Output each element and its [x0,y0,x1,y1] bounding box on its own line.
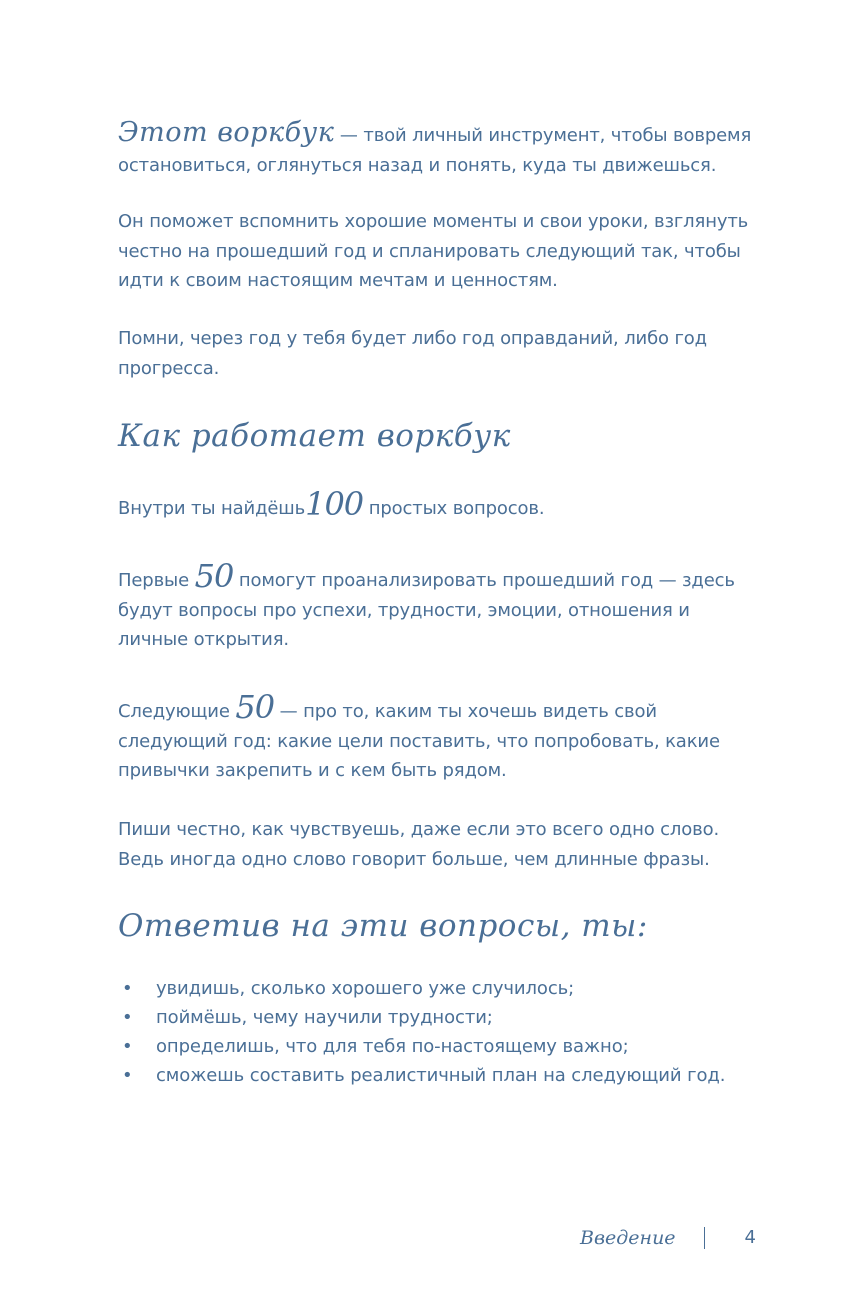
how-it-works-heading: Как работает воркбук [118,418,511,454]
list-item-text: сможешь составить реалистичный план на следующий год. [156,1065,726,1086]
bullet-icon: • [122,1036,133,1057]
list-item [118,1003,758,1032]
inside-text-after: простых вопросов. [363,498,545,519]
footer-section-title: Введение [580,1227,676,1249]
list-item-text: определишь, что для тебя по-настоящему важно; [156,1036,629,1057]
intro-lead-script: Этот воркбук [118,117,335,148]
bullet-icon: • [122,1065,133,1086]
second-half-text-after: — про то, каким ты хочешь видеть свой следующий год: какие цели поставить, что попробовать, какие привычки закрепить и с кем быть рядом. [118,701,720,781]
footer-divider [704,1227,705,1249]
first-half-paragraph [118,557,758,655]
first-half-count: 50 [194,557,234,595]
list-item [118,974,758,1003]
honesty-paragraph: Пиши честно, как чувствуешь, даже если это всего одно слово. Ведь иногда одно слово говорит больше, чем длинные фразы. [118,819,720,870]
questions-count: 100 [305,485,364,523]
second-half-paragraph [118,688,758,786]
bullet-icon: • [122,978,133,999]
purpose-paragraph: Он поможет вспомнить хорошие моменты и свои уроки, взглянуть честно на прошедший год и спланировать следующий так, чтобы идти к своим настоящим мечтам и ценностям. [118,211,749,291]
outcomes-list [118,974,758,1090]
second-half-count: 50 [235,688,275,726]
outcomes-heading: Ответив на эти вопросы, ты: [118,908,648,944]
list-item-text: поймёшь, чему научили трудности; [156,1007,493,1028]
page-footer [580,1223,760,1255]
list-item [118,1032,758,1061]
first-half-text-before: Первые [118,570,195,591]
intro-paragraph [118,118,758,180]
list-item-text: увидишь, сколько хорошего уже случилось; [156,978,575,999]
reminder-paragraph: Помни, через год у тебя будет либо год оправданий, либо год прогресса. [118,328,707,379]
first-half-text-after: помогут проанализировать прошедший год — здесь будут вопросы про успехи, трудности, эмоции, отношения и личные открытия. [118,570,735,650]
inside-text-before: Внутри ты найдёшь [118,498,306,519]
page-number: 4 [744,1227,756,1248]
list-item [118,1061,758,1090]
second-half-text-before: Следующие [118,701,236,722]
bullet-icon: • [122,1007,133,1028]
intro-text: — твой личный инструмент, чтобы вовремя остановиться, оглянуться назад и понять, куда ты движешься. [118,125,752,176]
inside-paragraph [118,485,758,524]
